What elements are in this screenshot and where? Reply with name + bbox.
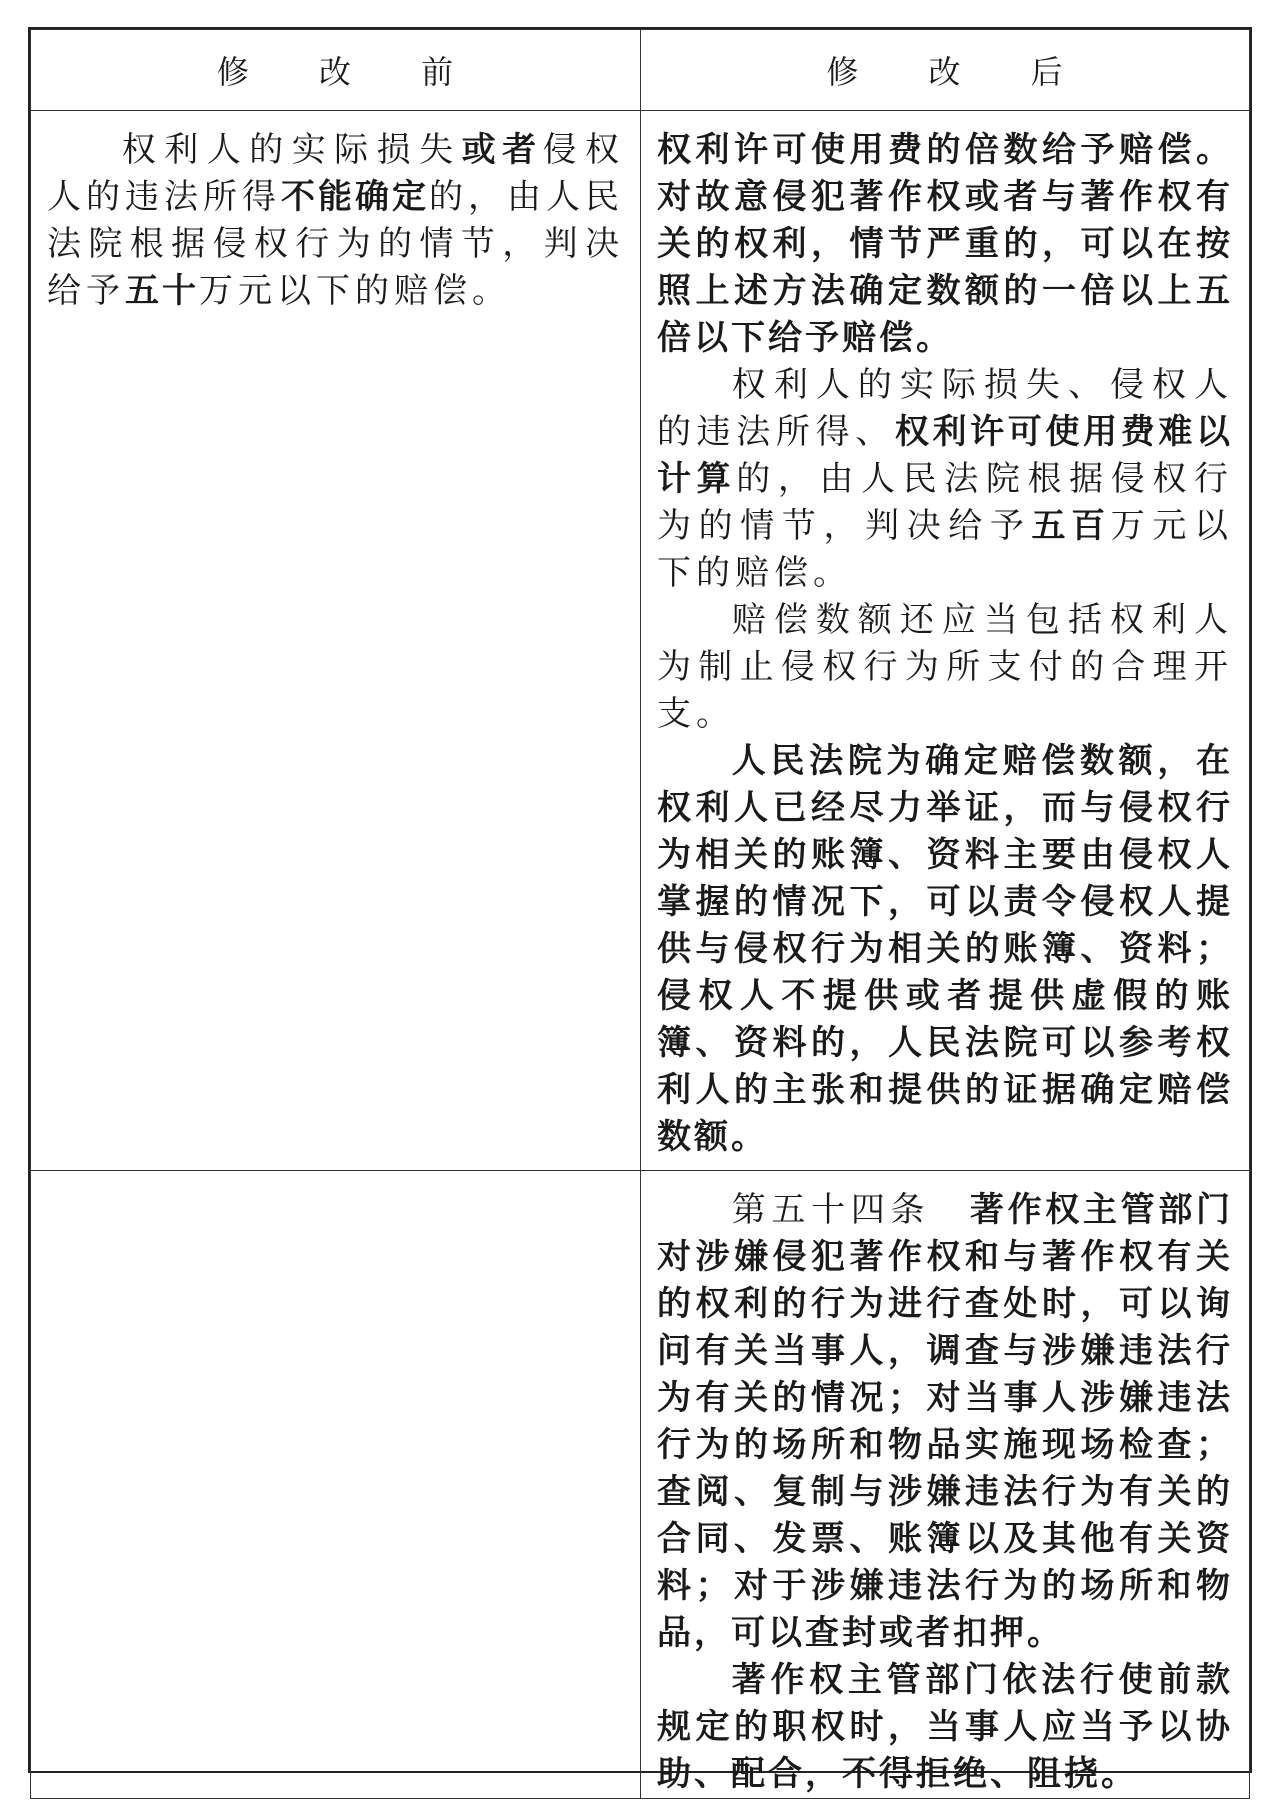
text-run: 权利人的实际损失 — [121, 130, 462, 170]
bold-text-run: 人民法院为确定赔偿数额，在权利人已经尽力举证，而与侵权行为相关的账簿、资料主要由侵权人掌握的情况下，可以责令侵权人提供与侵权行为相关的账簿、资料；侵权人不提供或者提供虚假的账簿、资料的，人民法院可以参考权利人的主张和提供的证据确定赔偿数额。 — [657, 741, 1233, 1157]
bold-text-run: 权利许可使用费难以计算 — [657, 412, 1234, 499]
row1-before-text — [47, 127, 624, 315]
header-before: 修 改 前 — [31, 30, 641, 111]
row1-after-text — [657, 127, 1233, 1161]
header-row — [31, 30, 1250, 111]
row1-before-cell — [31, 111, 641, 1171]
paragraph — [657, 597, 1233, 738]
table-row — [31, 111, 1250, 1171]
bold-text-run: 或者 — [461, 130, 543, 170]
bold-text-run: 五百 — [1031, 506, 1111, 546]
paragraph — [47, 127, 624, 315]
text-run: 万元以下的赔偿。 — [199, 271, 511, 311]
row2-after-text — [657, 1187, 1233, 1798]
paragraph — [657, 1657, 1233, 1798]
paragraph — [657, 738, 1233, 1161]
table-row — [31, 1171, 1250, 1799]
header-after: 修 改 后 — [641, 30, 1250, 111]
text-run: 万元以下的赔偿。 — [657, 506, 1234, 593]
text-run: 第五十四条 — [731, 1190, 970, 1230]
bold-text-run: 五十 — [125, 271, 199, 311]
text-run: 的，由人民法院根据侵权行为的情节，判决给予 — [657, 459, 1234, 546]
row2-after-cell — [641, 1171, 1250, 1799]
bold-text-run: 著作权主管部门对涉嫌侵犯著作权和与著作权有关的权利的行为进行查处时，可以询问有关当事人，调查与涉嫌违法行为有关的情况；对当事人涉嫌违法行为的场所和物品实施现场检查；查阅、复制与涉嫌违法行为有关的合同、发票、账簿以及其他有关资料；对于涉嫌违法行为的场所和物品，可以查封或者扣押。 — [657, 1190, 1234, 1653]
paragraph — [657, 1187, 1233, 1657]
comparison-table-frame — [28, 27, 1252, 1794]
comparison-table — [30, 29, 1250, 1799]
bold-text-run: 权利许可使用费的倍数给予赔偿。对故意侵犯著作权或者与著作权有关的权利，情节严重的，可以在按照上述方法确定数额的一倍以上五倍以下给予赔偿。 — [657, 130, 1233, 358]
text-run: 权利人的实际损失、侵权人的违法所得、 — [657, 365, 1233, 452]
text-run: 赔偿数额还应当包括权利人为制止侵权行为所支付的合理开支。 — [657, 600, 1233, 734]
row2-before-cell — [31, 1171, 641, 1799]
paragraph — [657, 362, 1233, 597]
bold-text-run: 不能确定 — [281, 177, 429, 217]
row1-after-cell — [641, 111, 1250, 1171]
paragraph — [657, 127, 1233, 362]
bold-text-run: 著作权主管部门依法行使前款规定的职权时，当事人应当予以协助、配合，不得拒绝、阻挠。 — [657, 1660, 1233, 1794]
text-run: 的，由人民法院根据侵权行为的情节，判决给予 — [47, 177, 624, 311]
text-run: 侵权人的违法所得 — [47, 130, 625, 217]
